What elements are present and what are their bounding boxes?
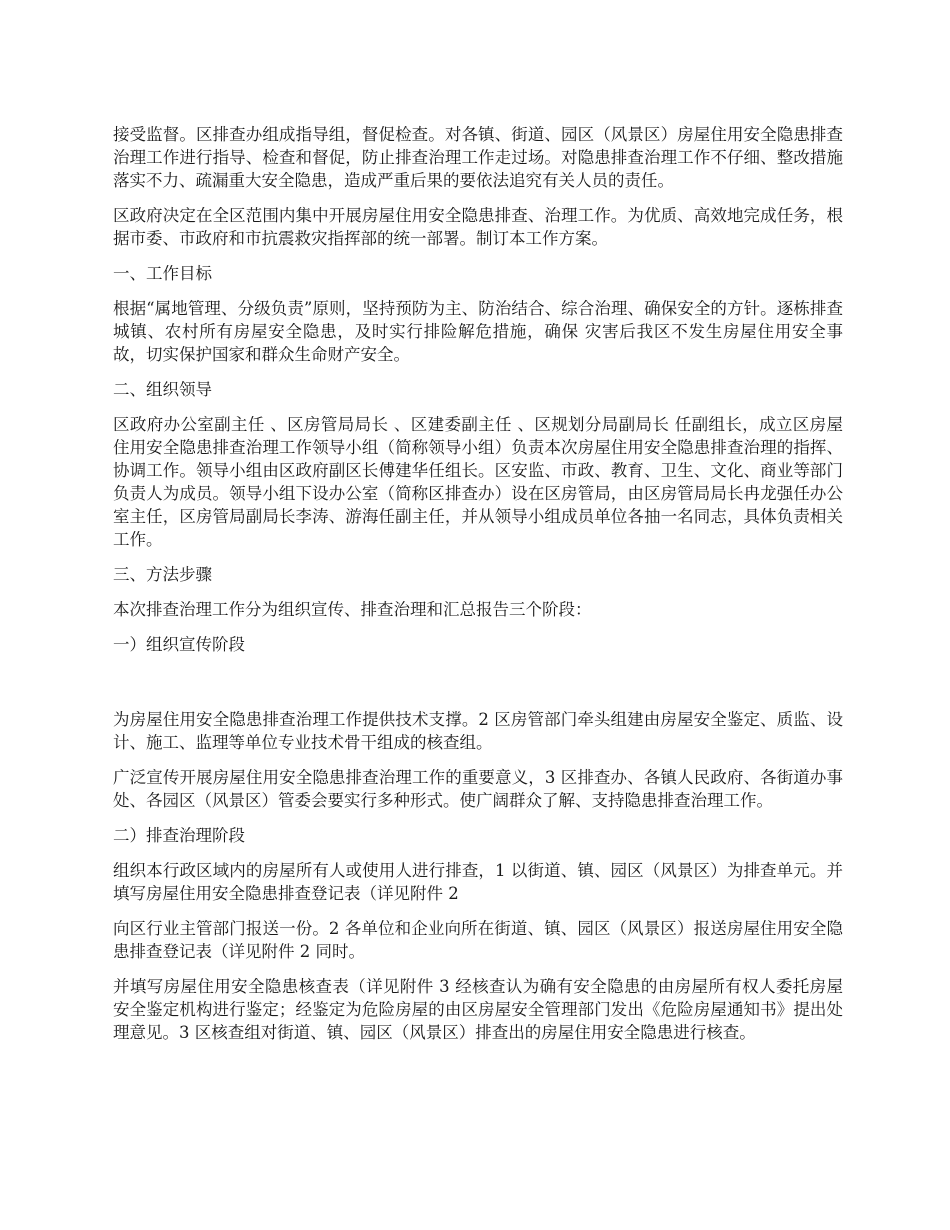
heading-inspection-stage: 二）排查治理阶段 — [113, 826, 245, 845]
heading-organization: 二、组织领导 — [113, 380, 212, 399]
paragraph-intro: 区政府决定在全区范围内集中开展房屋住用安全隐患排查、治理工作。为优质、高效地完成任务，根据市委、市政府和市抗震救灾指挥部的统一部署。制订本工作方案。 — [113, 206, 843, 248]
blank-gap — [113, 668, 843, 708]
paragraph-inspection-units: 组织本行政区域内的房屋所有人或使用人进行排查，1 以街道、镇、园区（风景区）为排查单元。并填写房屋住用安全隐患排查登记表（详见附件 2 — [113, 861, 843, 903]
paragraph-work-goal: 根据“属地管理、分级负责”原则，坚持预防为主、防治结合、综合治理、确保安全的方针。逐栋排查城镇、农村所有房屋安全隐患，及时实行排险解危措施，确保 灾害后我区不发生房屋住用安全事故，切实保护国家和群众生命财产安全。 — [113, 299, 843, 364]
heading-method-steps: 三、方法步骤 — [113, 565, 212, 584]
paragraph-supervision: 接受监督。区排查办组成指导组，督促检查。对各镇、街道、园区（风景区）房屋住用安全隐患排查治理工作进行指导、检查和督促，防止排查治理工作走过场。对隐患排查治理工作不仔细、整改措施落实不力、疏漏重大安全隐患，造成严重后果的要依法追究有关人员的责任。 — [113, 125, 843, 190]
paragraph-verification: 并填写房屋住用安全隐患核查表（详见附件 3 经核查认为确有安全隐患的由房屋所有权人委托房屋安全鉴定机构进行鉴定；经鉴定为危险房屋的由区房屋安全管理部门发出《危险房屋通知书》提出处理意见。3 区核查组对街道、镇、园区（风景区）排查出的房屋住用安全隐患进行核查。 — [113, 977, 843, 1042]
document-body — [113, 123, 843, 1056]
paragraph-report-submission: 向区行业主管部门报送一份。2 各单位和企业向所在街道、镇、园区（风景区）报送房屋住用安全隐患排查登记表（详见附件 2 同时。 — [113, 919, 843, 961]
paragraph-technical-support: 为房屋住用安全隐患排查治理工作提供技术支撑。2 区房管部门牵头组建由房屋安全鉴定、质监、设计、施工、监理等单位专业技术骨干组成的核查组。 — [113, 710, 843, 752]
heading-work-goal: 一、工作目标 — [113, 264, 212, 283]
paragraph-organization: 区政府办公室副主任 、区房管局局长 、区建委副主任 、区规划分局副局长 任副组长，成立区房屋住用安全隐患排查治理工作领导小组（简称领导小组）负责本次房屋住用安全隐患排查治理的指挥、协调工作。领导小组由区政府副区长傅建华任组长。区安监、市政、教育、卫生、文化、商业等部门负责人为成员。领导小组下设办公室（简称区排查办）设在区房管局，由区房管局局长冉龙强任办公室主任，区房管局副局长李涛、游海任副主任，并从领导小组成员单位各抽一名同志，具体负责相关工作。 — [113, 415, 843, 549]
heading-publicity-stage: 一）组织宣传阶段 — [113, 635, 245, 654]
paragraph-publicity: 广泛宣传开展房屋住用安全隐患排查治理工作的重要意义，3 区排查办、各镇人民政府、各街道办事处、各园区（风景区）管委会要实行多种形式。使广阔群众了解、支持隐患排查治理工作。 — [113, 768, 843, 810]
paragraph-three-stages: 本次排查治理工作分为组织宣传、排查治理和汇总报告三个阶段： — [113, 600, 592, 619]
